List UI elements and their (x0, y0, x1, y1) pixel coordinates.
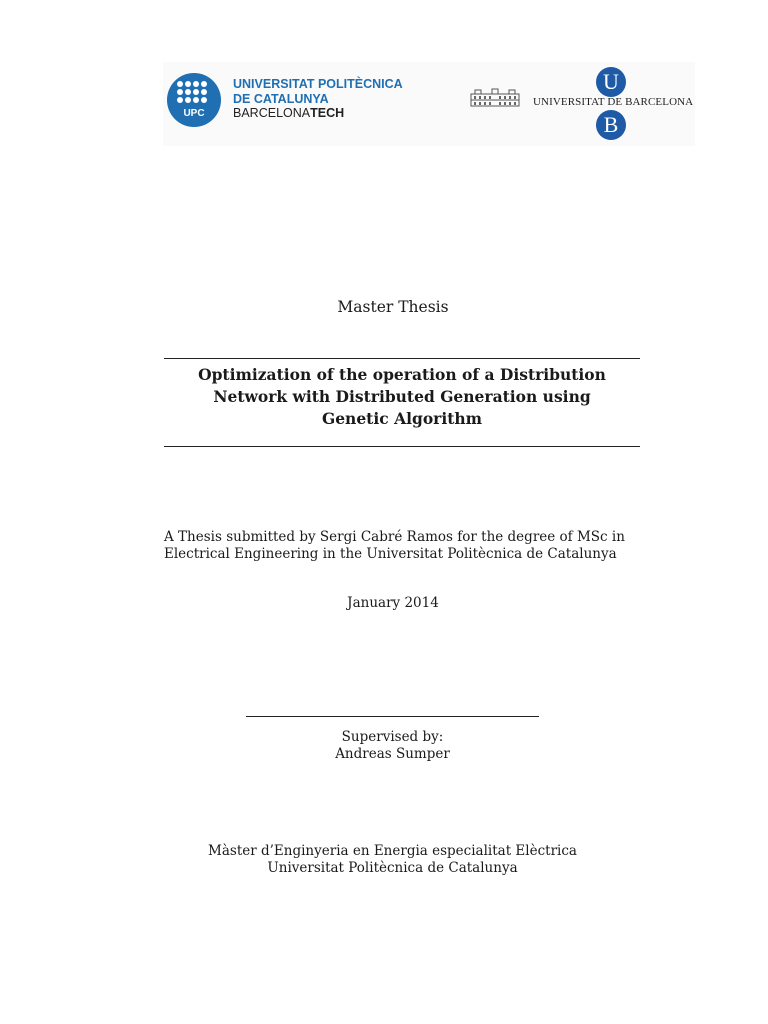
program-block (164, 843, 621, 877)
upc-line-1: UNIVERSITAT POLITÈCNICA (233, 77, 403, 91)
upc-abbr: UPC (183, 108, 205, 119)
submission-line-2: Electrical Engineering in the Universitat Politècnica de Catalunya (164, 546, 617, 562)
upc-line-2: DE CATALUNYA (233, 91, 329, 106)
supervisor-rule (246, 716, 539, 717)
submission-date: January 2014 (347, 595, 439, 611)
upc-wordmark (233, 77, 403, 121)
supervisor-name: Andreas Sumper (335, 746, 450, 762)
ub-building-icon (470, 88, 520, 108)
title-line-1: Optimization of the operation of a Distribution (198, 365, 606, 384)
program-line-2: Universitat Politècnica de Catalunya (267, 860, 518, 876)
upc-line-3b: TECH (310, 106, 345, 120)
upc-line-3 (233, 106, 403, 121)
ub-b-badge: B (596, 110, 626, 140)
thesis-title (164, 364, 640, 430)
title-line-3: Genetic Algorithm (321, 409, 483, 428)
supervised-label: Supervised by: (341, 729, 444, 745)
title-line-2: Network with Distributed Generation using (213, 387, 591, 406)
supervisor-block (246, 729, 539, 763)
program-line-1: Màster d’Enginyeria en Energia especialitat Elèctrica (208, 843, 577, 859)
submission-statement (164, 529, 634, 563)
title-rule-top (164, 358, 640, 359)
thesis-type-label: Master Thesis (337, 298, 449, 316)
submission-line-1: A Thesis submitted by Sergi Cabré Ramos for the degree of MSc in (164, 529, 625, 545)
ub-name: UNIVERSITAT DE BARCELONA (533, 96, 694, 108)
upc-logo (166, 72, 222, 128)
title-rule-bottom (164, 446, 640, 447)
ub-u-badge: U (596, 67, 626, 97)
upc-line-3a: BARCELONA (233, 106, 311, 120)
